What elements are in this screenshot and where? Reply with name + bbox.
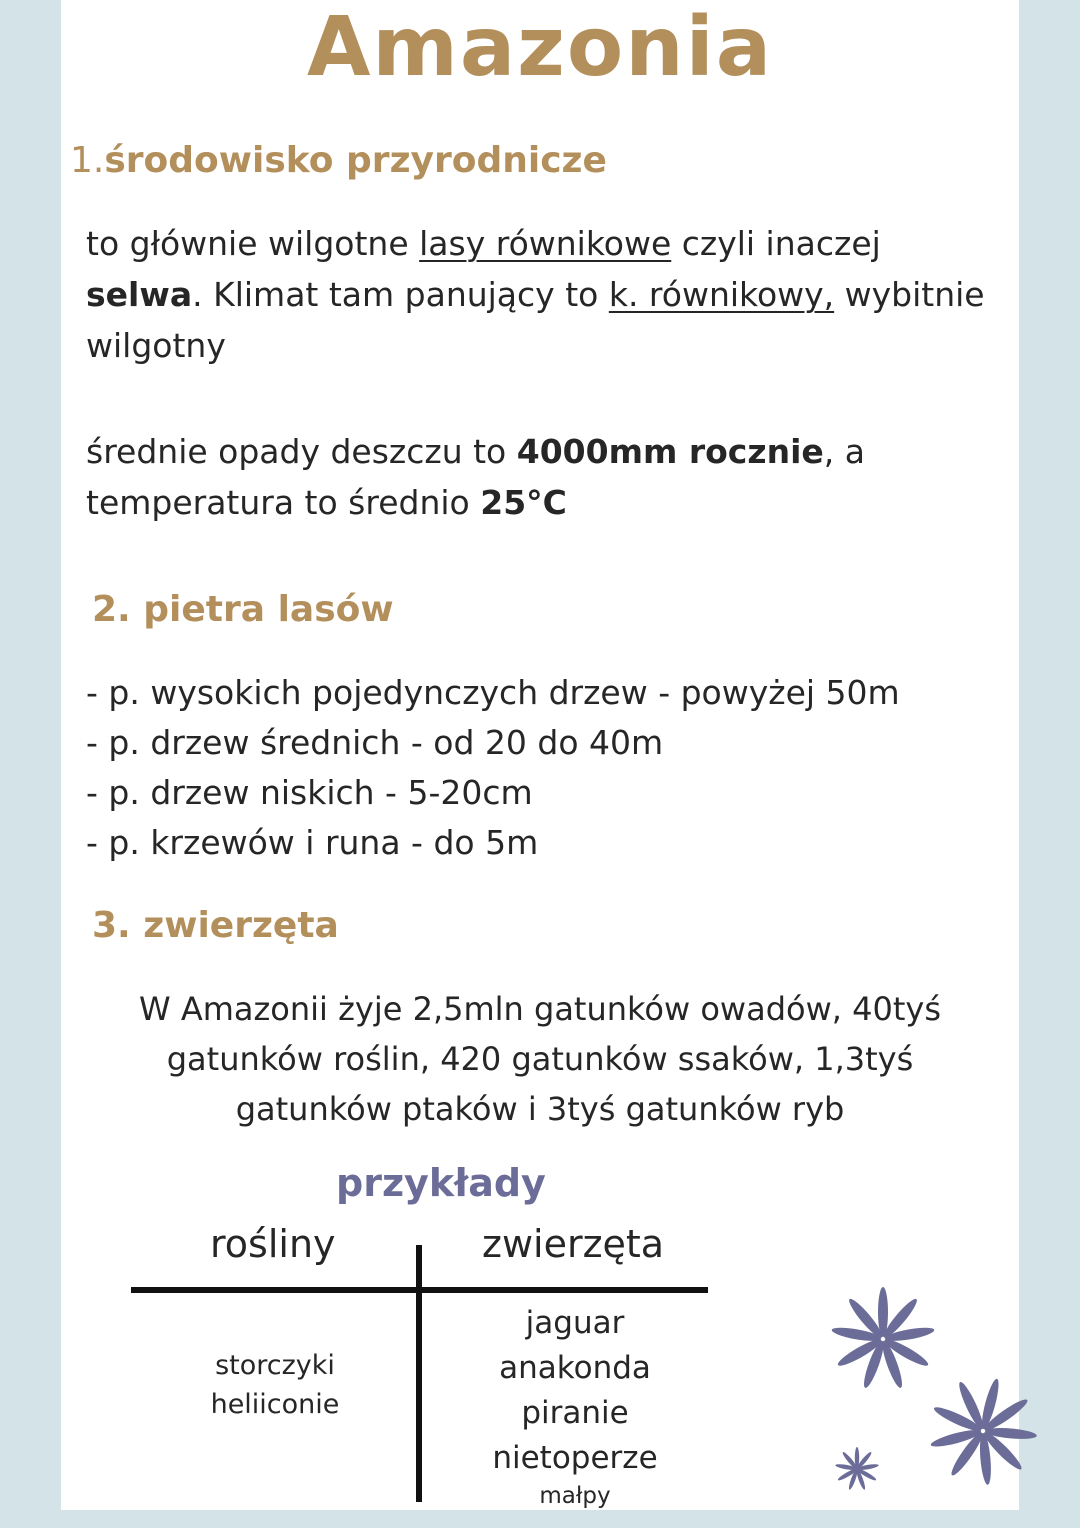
p2-text-a: średnie opady deszczu to (86, 432, 517, 471)
animals-cell (455, 1301, 695, 1511)
animal-item: jaguar (525, 1305, 625, 1341)
section1-title: środowisko przyrodnicze (104, 140, 607, 181)
p2-bold-temp: 25°C (480, 483, 567, 522)
list-item: - p. krzewów i runa - do 5m (86, 823, 539, 862)
list-item: - p. wysokich pojedynczych drzew - powyżej 50m (86, 673, 900, 712)
section3-heading: 3. zwierzęta (92, 905, 339, 946)
para-line: gatunków ptaków i 3tyś gatunków ryb (235, 1090, 845, 1128)
animal-item: anakonda (499, 1350, 651, 1386)
p2-line2 (86, 477, 865, 528)
page-title: Amazonia (306, 0, 774, 95)
section1-number: 1. (70, 140, 105, 181)
p1-line3: wilgotny (86, 326, 226, 365)
p2-text-c: temperatura to średnio (86, 483, 481, 522)
p1-text-a: to głównie wilgotne (86, 224, 420, 263)
para-line: W Amazonii żyje 2,5mln gatunków owadów, 40tyś (139, 990, 941, 1028)
p1-underline-klimat: k. równikowy, (608, 275, 835, 314)
p1-bold-selwa: selwa (86, 275, 193, 314)
animal-item: piranie (521, 1395, 629, 1431)
section1-heading (70, 140, 607, 181)
animals-column-header: zwierzęta (482, 1222, 665, 1266)
para-line: gatunków roślin, 420 gatunków ssaków, 1,3tyś (166, 1040, 914, 1078)
flower-decoration-icon (830, 1286, 936, 1392)
list-item: - p. drzew niskich - 5-20cm (86, 773, 533, 812)
animal-item-small: małpy (539, 1483, 611, 1509)
examples-label: przykłady (336, 1161, 546, 1205)
p1-text-d: wybitnie (834, 275, 985, 314)
flower-decoration-icon (834, 1446, 880, 1492)
p2-bold-opady: 4000mm rocznie (516, 432, 824, 471)
p2-text-b: , a (823, 432, 865, 471)
plants-column-header: rośliny (210, 1222, 336, 1266)
plants-cell (175, 1346, 375, 1424)
list-item: - p. drzew średnich - od 20 do 40m (86, 723, 664, 762)
section2-heading: 2. pietra lasów (92, 589, 394, 630)
flower-decoration-icon (928, 1376, 1038, 1486)
animal-item: nietoperze (492, 1440, 658, 1476)
p1-line1 (86, 218, 985, 269)
forest-layers-list (86, 668, 900, 868)
section3-paragraph (61, 984, 1019, 1134)
p2-line1 (86, 426, 865, 477)
p1-underline-lasy: lasy równikowe (419, 224, 672, 263)
p1-text-b: czyli inaczej (671, 224, 881, 263)
plant-item: heliiconie (210, 1389, 340, 1420)
section1-paragraph2 (86, 426, 865, 528)
p1-line2 (86, 269, 985, 320)
plant-item: storczyki (215, 1350, 335, 1381)
table-vertical-divider (416, 1245, 422, 1502)
section1-paragraph1 (86, 218, 985, 371)
p1-text-c: . Klimat tam panujący to (192, 275, 609, 314)
